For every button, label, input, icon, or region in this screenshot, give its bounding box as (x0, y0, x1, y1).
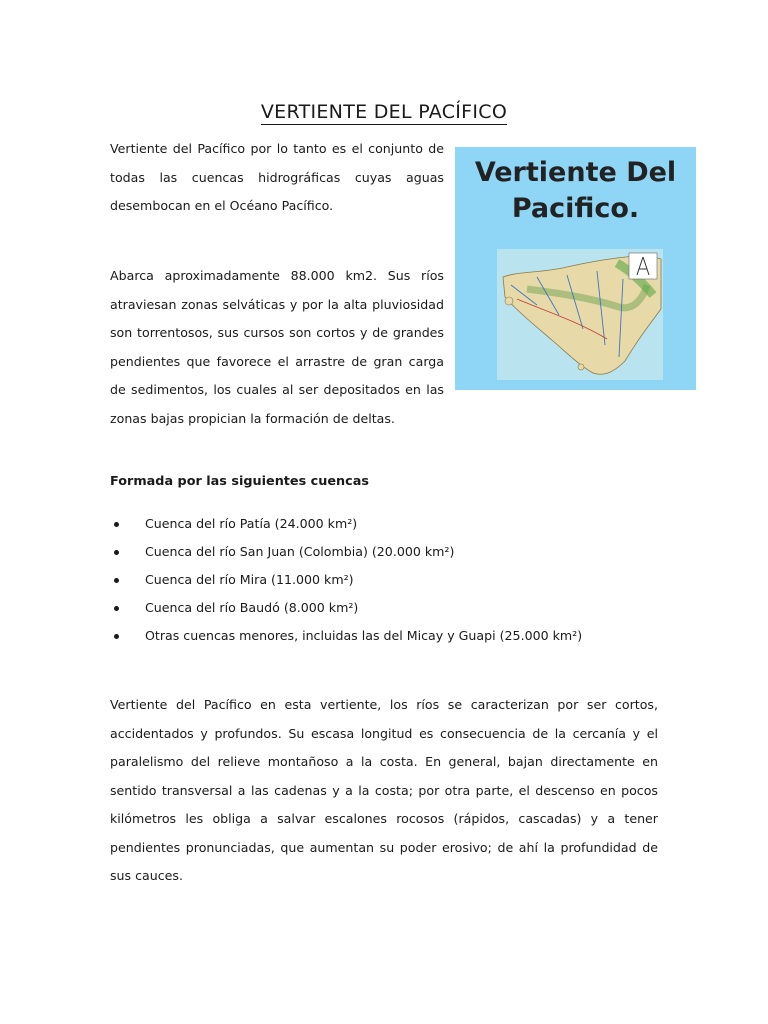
list-item (110, 566, 582, 594)
figure-title-line-2: Pacifico. (511, 193, 640, 224)
bullet-icon (114, 634, 119, 639)
vertiente-figure (455, 147, 696, 390)
list-item-text: Cuenca del río Mira (11.000 km²) (145, 572, 354, 587)
figure-title-line-1: Vertiente Del (474, 157, 677, 188)
list-item (110, 510, 582, 538)
list-item-text: Cuenca del río San Juan (Colombia) (20.000 km²) (145, 544, 455, 559)
page-title-text: VERTIENTE DEL PACÍFICO (260, 100, 508, 123)
list-item-text: Otras cuencas menores, incluidas las del Micay y Guapi (25.000 km²) (145, 628, 583, 643)
intro-paragraph: Vertiente del Pacífico por lo tanto es el conjunto de todas las cuencas hidrográficas cuyas aguas desembocan en el Océano Pacífico. (110, 141, 444, 213)
characteristics-paragraph: Vertiente del Pacífico en esta vertiente, los ríos se caracterizan por ser cortos, accidentados y profundos. Su escasa longitud es consecuencia de la cercanía y el paralelismo del relieve montañoso a la costa. En general, bajan directamente en sentido transversal a las cadenas y a la costa; por otra parte, el descenso en pocos kilómetros les obliga a salvar escalones rocosos (rápidos, cascadas) y a tener pendientes pronunciadas, que aumentan su poder erosivo; de ahí la profundidad de sus cauces. (110, 697, 658, 883)
page-title (0, 101, 768, 123)
list-item-text: Cuenca del río Patía (24.000 km²) (145, 516, 358, 531)
figure-title (455, 155, 696, 227)
bullet-icon (114, 550, 119, 555)
map-icon (497, 249, 663, 380)
bullet-icon (114, 606, 119, 611)
map-image (497, 249, 663, 380)
bullet-icon (114, 578, 119, 583)
list-item (110, 622, 582, 650)
area-paragraph: Abarca aproximadamente 88.000 km2. Sus ríos atraviesan zonas selváticas y por la alta pluviosidad son torrentosos, sus cursos son cortos y de grandes pendientes que favorece el arrastre de gran carga de sedimentos, los cuales al ser depositados en las zonas bajas propician la formación de deltas. (110, 268, 444, 426)
basins-list (110, 510, 582, 650)
list-item (110, 538, 582, 566)
list-item-text: Cuenca del río Baudó (8.000 km²) (145, 600, 359, 615)
basins-heading: Formada por las siguientes cuencas (110, 474, 369, 489)
list-item (110, 594, 582, 622)
bullet-icon (114, 522, 119, 527)
